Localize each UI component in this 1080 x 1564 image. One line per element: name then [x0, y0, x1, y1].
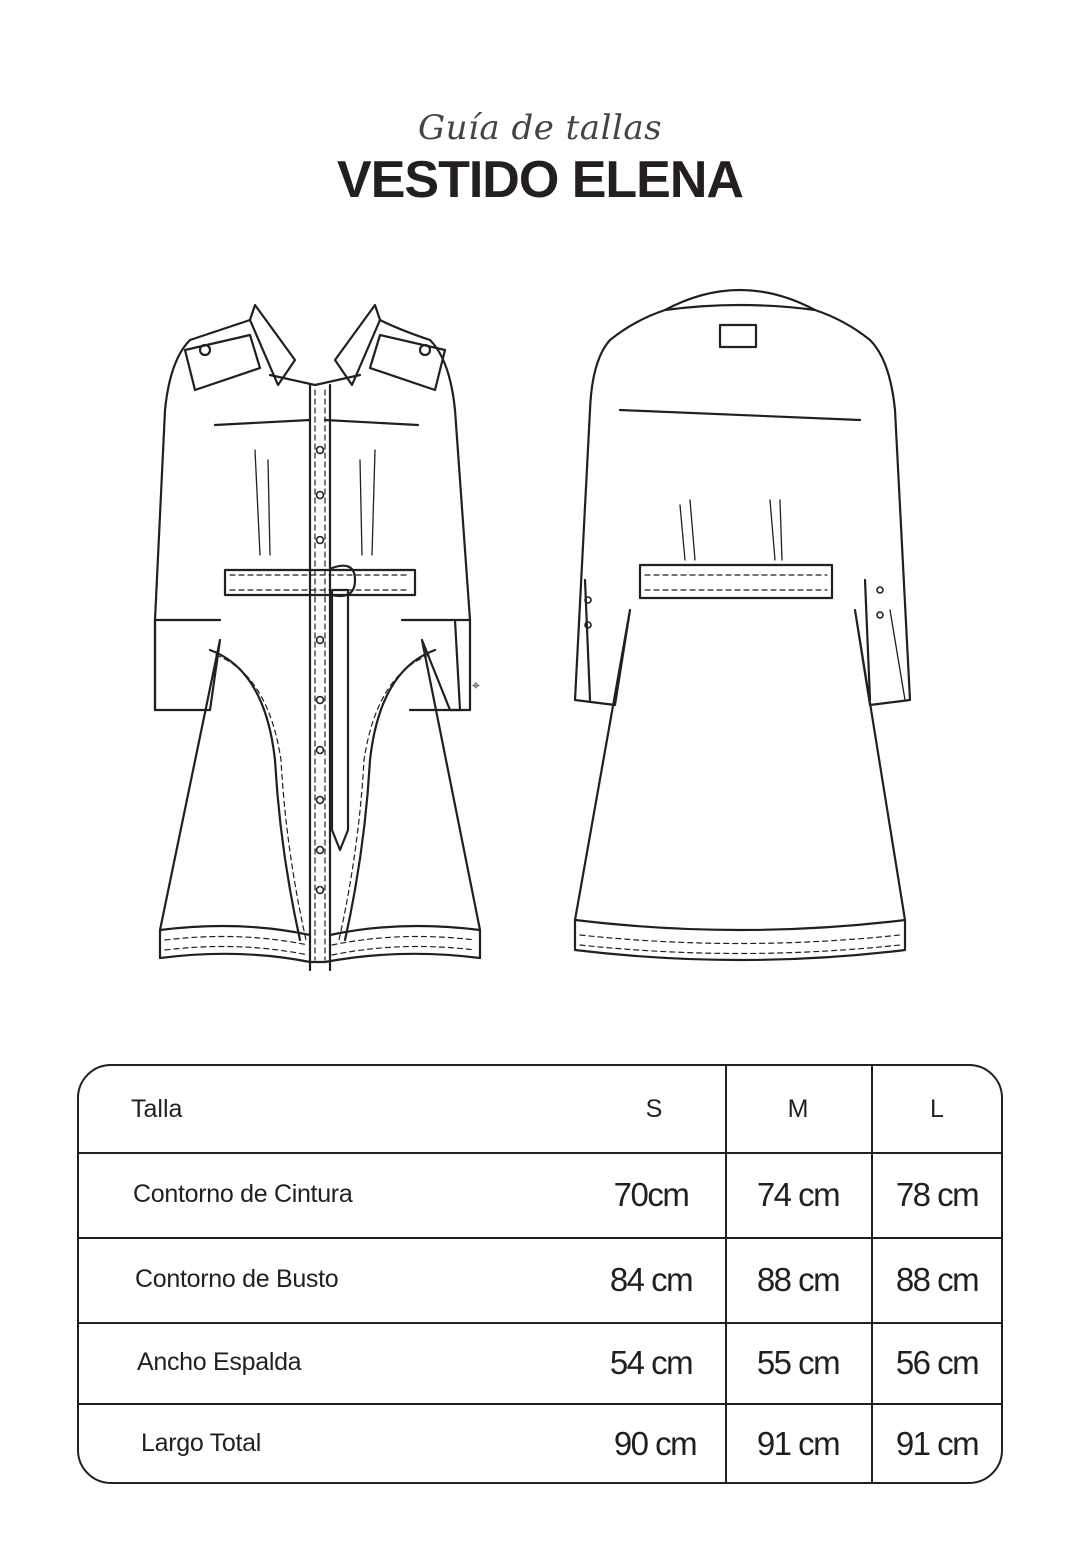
size-header-m: M	[787, 1094, 809, 1123]
value-espalda-m: 55 cm	[756, 1343, 840, 1381]
page-subtitle: Guía de tallas	[417, 108, 663, 148]
value-espalda-s: 54 cm	[609, 1343, 693, 1381]
value-largo-m: 91 cm	[756, 1424, 840, 1462]
value-largo-l: 91 cm	[895, 1424, 979, 1462]
svg-text:⌖: ⌖	[472, 677, 480, 693]
size-header-l: L	[930, 1094, 944, 1123]
value-cintura-l: 78 cm	[895, 1175, 979, 1213]
value-busto-l: 88 cm	[895, 1260, 979, 1298]
row-label-busto: Contorno de Busto	[135, 1265, 339, 1293]
dress-back-sketch	[570, 280, 920, 970]
value-largo-s: 90 cm	[613, 1424, 697, 1462]
row-label-cintura: Contorno de Cintura	[133, 1180, 353, 1208]
size-table	[77, 1064, 1003, 1484]
value-busto-s: 84 cm	[609, 1260, 693, 1298]
table-header-label: Talla	[131, 1094, 183, 1123]
dress-front-sketch	[150, 290, 500, 980]
size-header-s: S	[645, 1094, 663, 1123]
value-espalda-l: 56 cm	[895, 1343, 979, 1381]
value-busto-m: 88 cm	[756, 1260, 840, 1298]
row-label-espalda: Ancho Espalda	[137, 1348, 302, 1376]
value-cintura-s: 70cm	[613, 1175, 689, 1213]
row-label-largo: Largo Total	[141, 1429, 261, 1457]
page-title: VESTIDO ELENA	[337, 151, 743, 209]
value-cintura-m: 74 cm	[756, 1175, 840, 1213]
